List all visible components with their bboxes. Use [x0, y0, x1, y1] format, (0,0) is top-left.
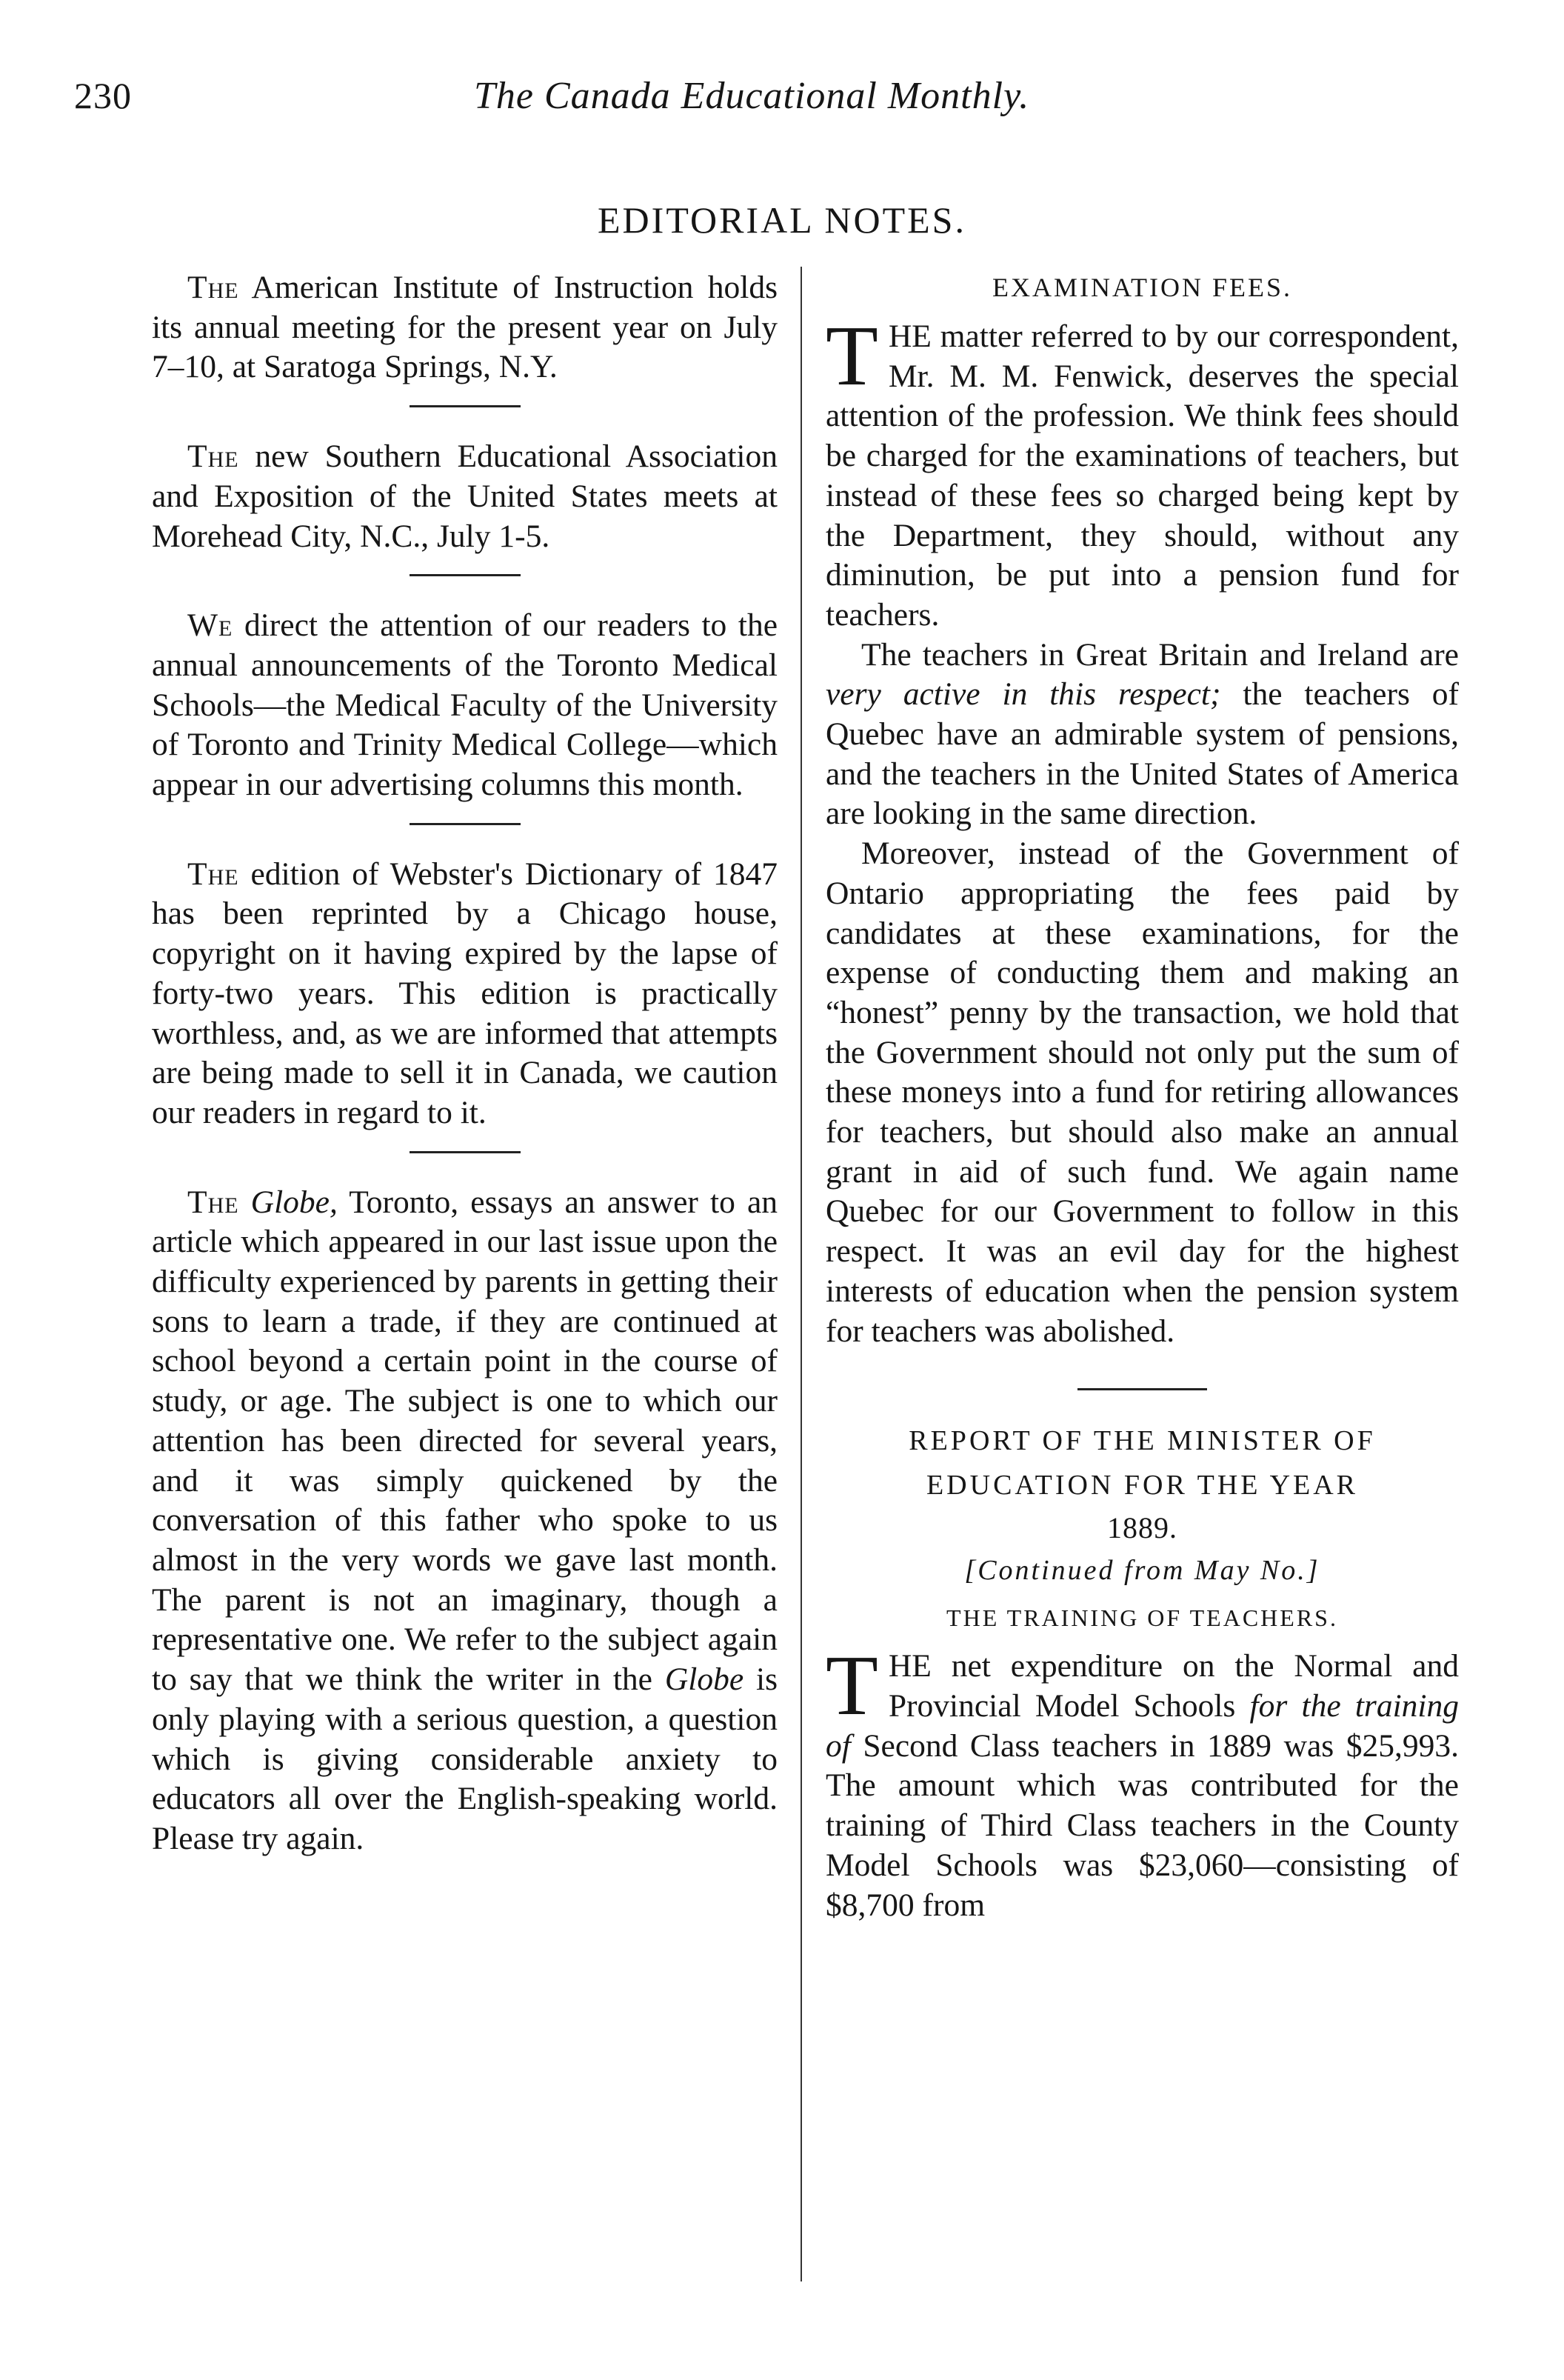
note-text: Toronto, essays an answer to an article which appeared in our last issue upon the difficulty experienced by parents in getting their sons to learn a trade, if they are continued at school beyond a certain point in the course of study, or age. The subject is one to which our attention has been directed for several years, and it was simply quickened by the conversation of this father who spoke to us almost in the very words we gave last month. The parent is not an imaginary, though a representative one. We refer to the subject again to say that we think the writer in the	[152, 1184, 778, 1698]
exam-paragraph-1	[826, 309, 1459, 636]
note-american-institute	[152, 268, 778, 387]
note-lead: The	[187, 270, 239, 305]
section-title: EDITORIAL NOTES.	[598, 199, 966, 241]
column-divider	[801, 267, 802, 2281]
note-lead: The	[187, 439, 239, 475]
globe-title: Globe	[664, 1661, 744, 1698]
note-lead: The	[187, 856, 239, 892]
paragraph-emphasis: for the training of	[826, 1687, 1460, 1764]
left-column	[152, 268, 778, 1859]
report-year: 1889.	[1107, 1511, 1177, 1545]
paragraph-text: Moreover, instead of the Government of Ontario appropriating the fees paid by candidates at these examinations, for the expense of conducting them and making an “honest” penny by the transaction, we hold that the Government should not only put the sum of these moneys into a fund for retiring allowances for teachers, but should also make an annual grant in aid of such fund. We again name Quebec for our Government to follow in this respect. It was an evil day for the highest interests of education when the pension system for teachers was abolished.	[826, 836, 1459, 1349]
note-text: is only playing with a serious question, a question which is giving considerable anxiety to educators all over the English-speaking world. Please try again.	[152, 1661, 778, 1856]
note-globe-toronto	[152, 1183, 778, 1859]
report-heading-line-1: REPORT OF THE MINISTER OF	[909, 1425, 1376, 1457]
paragraph-text: HE net expenditure on the Normal and Provincial Model Schools	[888, 1648, 1459, 1724]
paragraph-text: the teachers of Quebec have an admirable system of pensions, and the teachers in the United States of America are looking in the same direction.	[826, 676, 1460, 832]
drop-cap: T	[826, 1639, 878, 1734]
note-lead: The	[187, 1184, 239, 1220]
globe-title: Globe,	[250, 1184, 338, 1220]
continued-text: [Continued from May No.]	[964, 1555, 1320, 1587]
note-lead: We	[187, 607, 233, 644]
drop-cap: T	[826, 309, 878, 404]
report-heading-line-2: EDUCATION FOR THE YEAR	[926, 1470, 1359, 1501]
paragraph-text: Second Class teachers in 1889 was $25,993. The amount which was contributed for the training of Third Class teachers in the County Model Schools was $23,060—consisting of $8,700 from	[826, 1727, 1459, 1923]
training-heading: THE TRAINING OF TEACHERS.	[946, 1604, 1338, 1632]
page-number: 230	[74, 75, 132, 116]
separator-rule	[410, 1151, 521, 1153]
paragraph-emphasis: very active in this respect;	[826, 676, 1221, 713]
journal-title: The Canada Educational Monthly.	[474, 75, 1030, 117]
separator-rule	[410, 405, 521, 407]
note-text: new Southern Educational Association and Exposition of the United States meets at Morehead City, N.C., July 1-5.	[152, 439, 778, 554]
note-text: direct the attention of our readers to the annual announcements of the Toronto Medical Schools—the Medical Faculty of the University of Toronto and Trinity Medical College—which appear in our advertising columns this month.	[152, 607, 778, 803]
running-head	[74, 74, 1481, 133]
continued-note	[826, 1549, 1459, 1592]
separator-rule	[1077, 1388, 1207, 1390]
training-paragraph-1	[826, 1639, 1460, 1925]
note-southern-association	[152, 437, 778, 556]
paragraph-text: The teachers in Great Britain and Ireland are	[861, 636, 1459, 673]
separator-rule	[410, 574, 521, 576]
examination-fees-heading: EXAMINATION FEES.	[992, 273, 1292, 302]
exam-paragraph-2	[826, 636, 1459, 835]
note-webster-dictionary	[152, 855, 778, 1133]
paragraph-text: HE matter referred to by our correspondent, Mr. M. M. Fenwick, deserves the special attention of the profession. We think fees should be charged for the examinations of teachers, but instead of these fees so charged being kept by the Department, they should, without any diminution, be put into a pension fund for teachers.	[826, 319, 1459, 633]
exam-paragraph-3	[826, 834, 1459, 1351]
right-column	[826, 268, 1459, 1925]
note-text: American Institute of Instruction holds its annual meeting for the present year on July 7–10, at Saratoga Springs, N.Y.	[152, 270, 778, 385]
note-text: edition of Webster's Dictionary of 1847 has been reprinted by a Chicago house, copyright on it having expired by the lapse of forty-two years. This edition is practically worthless, and, as we are informed that attempts are being made to sell it in Canada, we caution our readers in regard to it.	[152, 856, 778, 1130]
note-medical-schools	[152, 606, 778, 805]
separator-rule	[410, 823, 521, 825]
